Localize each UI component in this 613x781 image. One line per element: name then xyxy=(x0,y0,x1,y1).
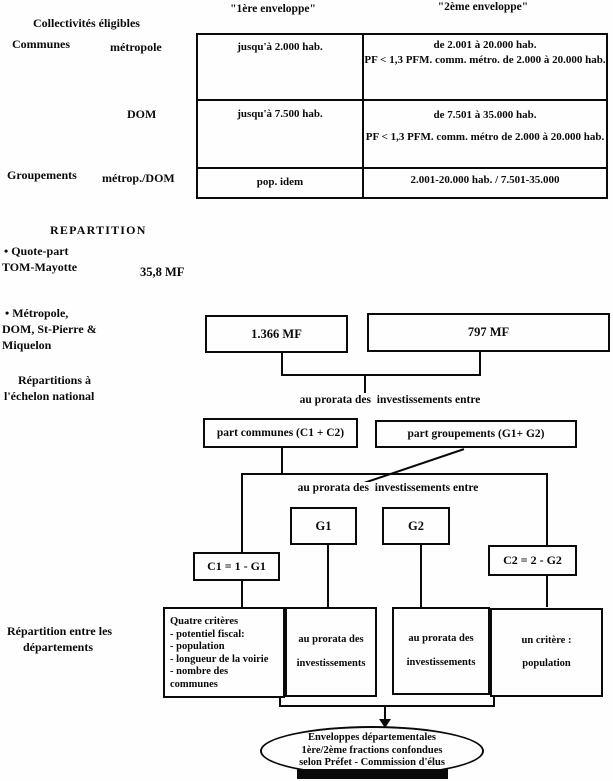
criteria-line: communes xyxy=(170,678,218,690)
box-part-groupements: part groupements (G1+ G2) xyxy=(375,420,577,448)
quote-part-label-line2: TOM-Mayotte xyxy=(2,260,78,274)
echelon-label-line2: l'échelon national xyxy=(4,389,95,403)
table-row-divider-1 xyxy=(198,99,606,101)
prorata-caption-1: au prorata des investissements entre xyxy=(299,394,481,406)
connector-mf1-down xyxy=(281,352,283,376)
connector-mf2-down xyxy=(479,351,481,376)
box-un-critere xyxy=(490,608,603,697)
box-c1-formula: C1 = 1 - G1 xyxy=(193,552,280,581)
criteria-line: - potentiel fiscal: xyxy=(170,628,245,640)
cell-r1-env2-line2: PF < 1,3 PFM. comm. métro. de 2.000 à 20.000 hab. xyxy=(364,54,606,66)
column-header-env1: "1ère enveloppe" xyxy=(230,3,316,15)
criteria-line: - longueur de la voirie xyxy=(170,653,269,665)
table-corner-label: Collectivités éligibles xyxy=(33,16,140,30)
prorata-right-line2: investissements xyxy=(406,656,476,668)
cell-r2-env2-line1: de 7.501 à 35.000 hab. xyxy=(433,109,537,121)
connector-g1-down xyxy=(327,545,329,607)
quote-part-label-line1: • Quote-part xyxy=(4,244,69,258)
metropole-group-label-line2: DOM, St-Pierre & xyxy=(2,322,97,336)
box-prorata-right xyxy=(392,607,490,695)
departements-label-line1: Répartition entre les xyxy=(7,624,113,638)
box-g1: G1 xyxy=(290,507,357,545)
echelon-label-line1: Répartitions à xyxy=(18,373,91,387)
row-label-dom: DOM xyxy=(127,107,157,121)
cell-r3-env2: 2.001-20.000 hab. / 7.501-35.000 xyxy=(410,174,560,186)
eligibility-table xyxy=(196,33,608,199)
connector-bracket-left xyxy=(241,475,243,607)
connector-mf-stub xyxy=(364,376,366,393)
redaction-bar xyxy=(297,769,448,779)
box-enveloppe2-amount: 797 MF xyxy=(367,313,610,352)
departements-label-line2: départements xyxy=(23,640,93,654)
connector-bracket-right xyxy=(546,475,548,607)
prorata-left-line2: investissements xyxy=(296,657,366,669)
critere-line1: un critère : xyxy=(521,634,572,646)
prorata-right-line1: au prorata des xyxy=(408,633,474,644)
connector-mf-join xyxy=(281,374,481,376)
connector-g2-down xyxy=(420,545,422,607)
result-line2: 1ère/2ème fractions confondues xyxy=(301,744,443,756)
prorata-caption-2: au prorata des investissements entre xyxy=(268,482,508,495)
connector-bottom-bracket-right xyxy=(493,697,495,707)
cell-r1-env2-line1: de 2.001 à 20.000 hab. xyxy=(433,39,537,51)
criteria-line: Quatre critères xyxy=(170,616,239,627)
cell-r3-env1: pop. idem xyxy=(256,176,304,188)
metropole-group-label-line3: Miquelon xyxy=(2,338,52,352)
row-label-metropole: métropole xyxy=(110,40,162,54)
row-label-communes: Communes xyxy=(12,37,71,51)
cell-r2-env1: jusqu'à 7.500 hab. xyxy=(237,108,323,120)
box-enveloppe1-amount: 1.366 MF xyxy=(205,315,348,353)
table-row-divider-2 xyxy=(198,167,606,169)
result-line1: Enveloppes départementales xyxy=(307,732,437,744)
connector-bottom-bracket xyxy=(279,705,495,707)
critere-line2: population xyxy=(522,658,571,669)
box-quatre-criteres xyxy=(163,607,285,698)
box-prorata-left xyxy=(285,607,377,697)
column-header-env2: "2ème enveloppe" xyxy=(437,1,529,13)
criteria-line: - population xyxy=(170,641,225,652)
result-line3: selon Préfet - Commission d'élus xyxy=(299,757,445,769)
row-label-metrop-dom: métrop./DOM xyxy=(102,171,175,185)
metropole-group-label-line1: • Métropole, xyxy=(5,306,69,320)
row-label-groupements: Groupements xyxy=(7,168,77,182)
box-c2-formula: C2 = 2 - G2 xyxy=(488,545,577,576)
prorata-left-line1: au prorata des xyxy=(298,634,364,645)
repartition-heading: REPARTITION xyxy=(50,223,147,237)
quote-part-value: 35,8 MF xyxy=(140,265,185,279)
cell-r2-env2-line2: PF < 1,3 PFM. comm. métro de 2.000 à 20.000 hab. xyxy=(365,131,605,143)
box-g2: G2 xyxy=(382,507,450,545)
criteria-line: - nombre des xyxy=(170,666,229,677)
cell-r1-env1: jusqu'à 2.000 hab. xyxy=(237,41,323,53)
box-part-communes: part communes (C1 + C2) xyxy=(203,418,358,448)
connector-communes-down xyxy=(281,448,283,474)
